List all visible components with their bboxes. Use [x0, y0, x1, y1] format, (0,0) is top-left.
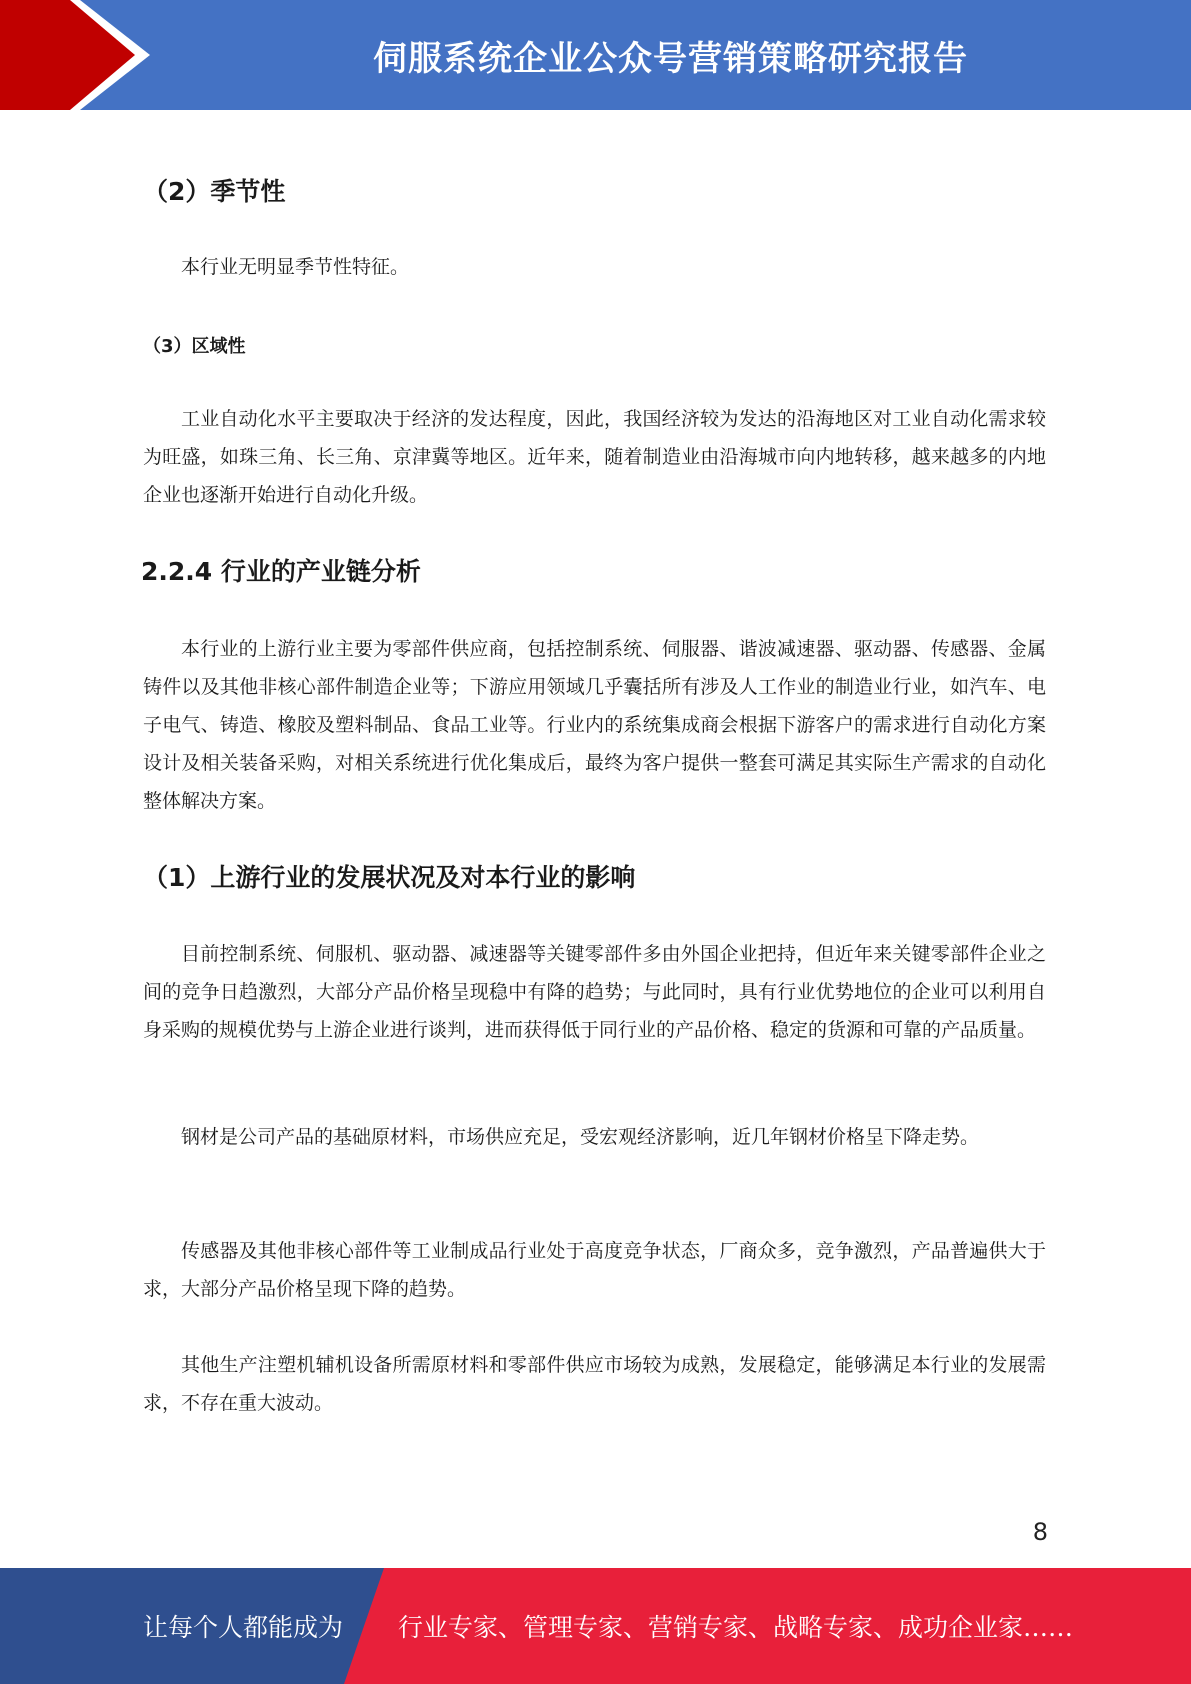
footer-slogan-right: 行业专家、管理专家、营销专家、战略专家、成功企业家……: [398, 1613, 1074, 1642]
paragraph-seasonality: 本行业无明显季节性特征。: [181, 256, 410, 278]
paragraph-upstream-1: 目前控制系统、伺服机、驱动器、减速器等关键零部件多由外国企业把持，但近年来关键零部件企业之间的竞争日趋激烈，大部分产品价格呈现稳中有降的趋势；与此同时，具有行业优势地位的企业可以利用自身采购的规模优势与上游企业进行谈判，进而获得低于同行业的产品价格、稳定的货源和可靠的产品质量。: [143, 943, 1046, 1041]
paragraph-regional: 工业自动化水平主要取决于经济的发达程度，因此，我国经济较为发达的沿海地区对工业自动化需求较为旺盛，如珠三角、长三角、京津冀等地区。近年来，随着制造业由沿海城市向内地转移，越来越多的内地企业也逐渐开始进行自动化升级。: [143, 408, 1046, 506]
footer-banner: [0, 1568, 1191, 1684]
page-number: 8: [1032, 1518, 1048, 1546]
report-title: 伺服系统企业公众号营销策略研究报告: [373, 38, 968, 79]
paragraph-industry-chain: 本行业的上游行业主要为零部件供应商，包括控制系统、伺服器、谐波减速器、驱动器、传感器、金属铸件以及其他非核心部件制造企业等；下游应用领域几乎囊括所有涉及人工作业的制造业行业，如汽车、电子电气、铸造、橡胶及塑料制品、食品工业等。行业内的系统集成商会根据下游客户的需求进行自动化方案设计及相关装备采购，对相关系统进行优化集成后，最终为客户提供一整套可满足其实际生产需求的自动化整体解决方案。: [143, 638, 1046, 812]
paragraph-upstream-4: 其他生产注塑机辅机设备所需原材料和零部件供应市场较为成熟，发展稳定，能够满足本行业的发展需求，不存在重大波动。: [143, 1354, 1046, 1414]
paragraph-upstream-2: 钢材是公司产品的基础原材料，市场供应充足，受宏观经济影响，近几年钢材价格呈下降走势。: [181, 1126, 980, 1148]
footer-slogan-left: 让每个人都能成为: [143, 1613, 344, 1642]
header-banner: [0, 0, 1191, 110]
heading-industry-chain: 2.2.4 行业的产业链分析: [141, 557, 421, 586]
heading-upstream: （1）上游行业的发展状况及对本行业的影响: [143, 863, 636, 892]
heading-seasonality: （2）季节性: [143, 177, 286, 206]
heading-regional: （3）区域性: [143, 336, 246, 357]
paragraph-upstream-3: 传感器及其他非核心部件等工业制成品行业处于高度竞争状态，厂商众多，竞争激烈，产品普遍供大于求，大部分产品价格呈现下降的趋势。: [143, 1240, 1046, 1300]
